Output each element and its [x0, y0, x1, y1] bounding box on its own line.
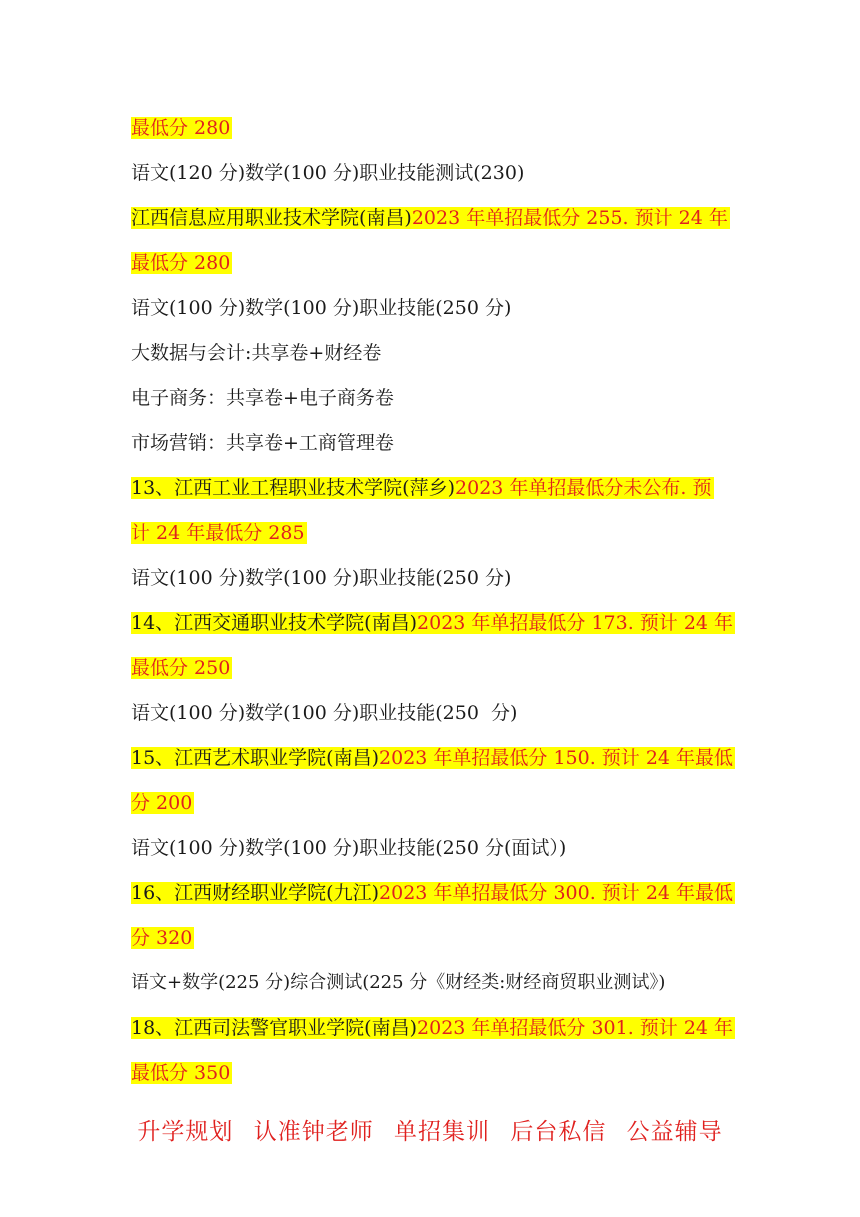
- line-red-text: 最低分 250: [131, 657, 231, 679]
- doc-line: [131, 245, 232, 281]
- line-text: 语文+数学(225 分)综合测试(225 分《财经类:财经商贸职业测试》): [131, 972, 666, 993]
- doc-line: [131, 920, 194, 956]
- line-school-text: 江西信息应用职业技术学院(南昌): [131, 207, 412, 229]
- footer-item: 单招集训: [394, 1119, 490, 1145]
- doc-line: [131, 560, 511, 596]
- line-text: 语文(100 分)数学(100 分)职业技能(250 分): [131, 297, 512, 319]
- footer-item: 公益辅导: [626, 1119, 723, 1145]
- line-school-text: 18、江西司法警官职业学院(南昌): [131, 1017, 418, 1039]
- line-red-text: 2023 年单招最低分 255. 预计 24 年: [411, 207, 728, 229]
- line-red-text: 2023 年单招最低分 300. 预计 24 年最低: [379, 882, 734, 904]
- line-text: 语文(100 分)数学(100 分)职业技能(250 分): [131, 567, 512, 589]
- doc-line: [131, 155, 524, 191]
- doc-line: [131, 965, 665, 1001]
- line-red-text: 分 200: [131, 792, 193, 814]
- footer-item: 认准钟老师: [253, 1119, 374, 1145]
- line-red-text: 分 320: [131, 927, 193, 949]
- doc-line: [131, 605, 735, 641]
- line-school-text: 16、江西财经职业学院(九江): [131, 882, 380, 904]
- line-text: 电子商务：共享卷+电子商务卷: [131, 387, 394, 409]
- footer-slogan: [0, 1112, 860, 1152]
- doc-line: [131, 470, 714, 506]
- line-text: 语文(100 分)数学(100 分)职业技能(250 分(面试）): [131, 837, 567, 859]
- line-school-text: 14、江西交通职业技术学院(南昌): [131, 612, 418, 634]
- doc-line: [131, 515, 307, 551]
- doc-line: [131, 335, 381, 371]
- doc-line: [131, 425, 394, 461]
- footer-item: 后台私信: [510, 1119, 607, 1145]
- line-text: 语文(120 分)数学(100 分)职业技能测试(230): [131, 162, 525, 184]
- doc-line: [131, 290, 511, 326]
- line-text: 语文(100 分)数学(100 分)职业技能(250 分): [131, 702, 518, 724]
- line-red-text: 2023 年单招最低分 150. 预计 24 年最低: [379, 747, 734, 769]
- line-red-text: 2023 年单招最低分未公布. 预: [455, 477, 712, 499]
- doc-line: [131, 110, 232, 146]
- line-text: 大数据与会计:共享卷+财经卷: [131, 342, 382, 364]
- line-red-text: 2023 年单招最低分 173. 预计 24 年: [417, 612, 734, 634]
- line-red-text: 最低分 280: [131, 252, 231, 274]
- doc-line: [131, 875, 735, 911]
- doc-line: [131, 695, 517, 731]
- line-red-text: 计 24 年最低分 285: [131, 522, 305, 544]
- doc-line: [131, 650, 232, 686]
- line-red-text: 最低分 350: [131, 1062, 231, 1084]
- line-text: 市场营销：共享卷+工商管理卷: [131, 432, 394, 454]
- line-red-text: 2023 年单招最低分 301. 预计 24 年: [417, 1017, 734, 1039]
- doc-line: [131, 1010, 735, 1046]
- doc-line: [131, 830, 566, 866]
- footer-item: 升学规划: [137, 1119, 234, 1145]
- doc-line: [131, 785, 194, 821]
- line-red-text: 最低分 280: [131, 117, 231, 139]
- doc-line: [131, 200, 730, 236]
- line-school-text: 15、江西艺术职业学院(南昌): [131, 747, 380, 769]
- doc-line: [131, 380, 394, 416]
- doc-line: [131, 740, 735, 776]
- line-school-text: 13、江西工业工程职业技术学院(萍乡): [131, 477, 456, 499]
- doc-line: [131, 1055, 232, 1091]
